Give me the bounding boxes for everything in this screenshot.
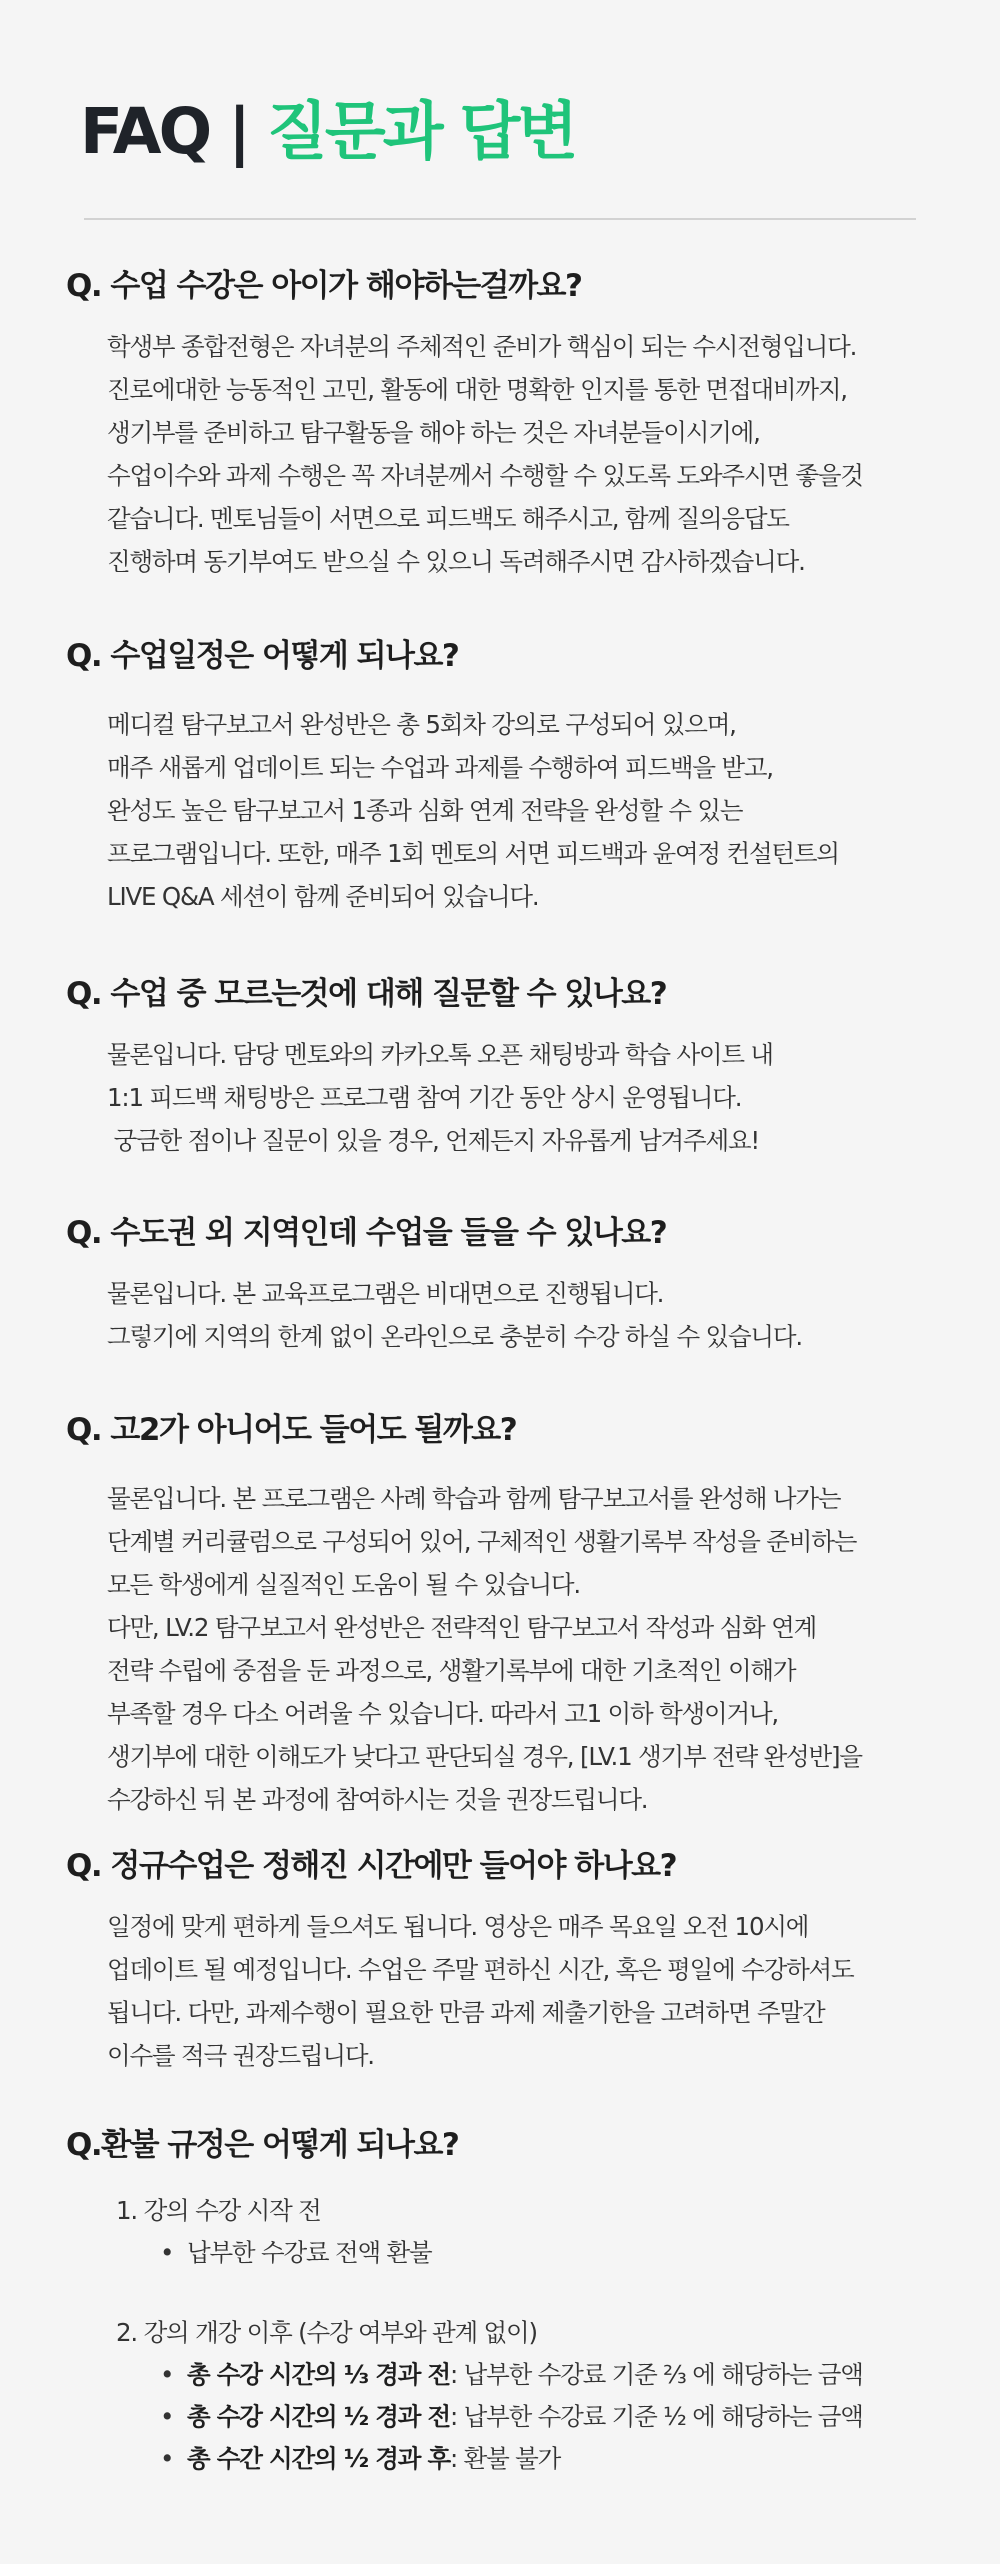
title-faq: FAQ	[80, 95, 210, 168]
answer-line: 이수를 적극 권장드립니다.	[107, 2041, 374, 2071]
refund-question: Q.환불 규정은 어떻게 되나요?	[66, 2127, 459, 2163]
faq-item	[66, 976, 966, 1162]
title-separator: |	[228, 95, 249, 168]
answer-line: 일정에 맞게 편하게 들으셔도 됩니다. 영상은 매주 목요일 오전 10시에	[107, 1912, 809, 1942]
answer-line: 프로그램입니다. 또한, 매주 1회 멘토의 서면 피드백과 윤여정 컨설턴트의	[107, 839, 839, 869]
refund-bullet	[160, 2232, 966, 2274]
refund-bullet	[160, 2438, 966, 2480]
answer-line: 업데이트 될 예정입니다. 수업은 주말 편하신 시간, 혹은 평일에 수강하셔도	[107, 1955, 854, 1985]
answer-line: 됩니다. 다만, 과제수행이 필요한 만큼 과제 제출기한을 고려하면 주말간	[107, 1998, 825, 2028]
faq-question: Q. 정규수업은 정해진 시간에만 들어야 하나요?	[66, 1848, 677, 1884]
refund-bullet-text: : 납부한 수강료 기준 ⅔ 에 해당하는 금액	[450, 2360, 863, 2390]
title-korean: 질문과 답변	[267, 95, 576, 168]
refund-step-label: 1. 강의 수강 시작 전	[116, 2196, 321, 2226]
page-title	[80, 95, 576, 168]
answer-line: 1:1 피드백 채팅방은 프로그램 참여 기간 동안 상시 운영됩니다.	[107, 1083, 742, 1113]
answer-line: 완성도 높은 탐구보고서 1종과 심화 연계 전략을 완성할 수 있는	[107, 796, 743, 826]
faq-item	[66, 1848, 966, 2077]
answer-line: 학생부 종합전형은 자녀분의 주체적인 준비가 핵심이 되는 수시전형입니다.	[107, 332, 857, 362]
answer-line: 물론입니다. 본 교육프로그램은 비대면으로 진행됩니다.	[107, 1279, 664, 1309]
answer-line: 물론입니다. 본 프로그램은 사례 학습과 함께 탐구보고서를 완성해 나가는	[107, 1484, 841, 1514]
page-header	[80, 95, 576, 168]
faq-item	[66, 1412, 966, 1821]
refund-bullet	[160, 2354, 966, 2396]
refund-bullet-text: 납부한 수강료 전액 환불	[187, 2238, 432, 2268]
faq-question: Q. 수도권 외 지역인데 수업을 들을 수 있나요?	[66, 1215, 667, 1251]
refund-bullet-text: : 납부한 수강료 기준 ½ 에 해당하는 금액	[450, 2402, 863, 2432]
refund-step-label: 2. 강의 개강 이후 (수강 여부와 관계 없이)	[116, 2318, 537, 2348]
faq-item	[66, 1215, 966, 1358]
answer-line: 진로에대한 능동적인 고민, 활동에 대한 명확한 인지를 통한 면접대비까지,	[107, 375, 847, 405]
faq-question: Q. 수업 중 모르는것에 대해 질문할 수 있나요?	[66, 976, 667, 1012]
faq-answer	[107, 1272, 966, 1358]
refund-step	[116, 2190, 966, 2274]
refund-bullets	[160, 2354, 966, 2480]
answer-line: 같습니다. 멘토님들이 서면으로 피드백도 해주시고, 함께 질의응답도	[107, 504, 789, 534]
refund-steps	[116, 2190, 966, 2480]
answer-line: 생기부에 대한 이해도가 낮다고 판단되실 경우, [LV.1 생기부 전략 완성반]을	[107, 1742, 862, 1772]
faq-question: Q. 수업일정은 어떻게 되나요?	[66, 638, 459, 674]
answer-line: 부족할 경우 다소 어려울 수 있습니다. 따라서 고1 이하 학생이거나,	[107, 1699, 778, 1729]
answer-line: 궁금한 점이나 질문이 있을 경우, 언제든지 자유롭게 남겨주세요!	[107, 1126, 760, 1156]
refund-section	[66, 2127, 966, 2480]
refund-bullet-bold: 총 수간 시간의 ½ 경과 후	[187, 2444, 451, 2474]
answer-line: 메디컬 탐구보고서 완성반은 총 5회차 강의로 구성되어 있으며,	[107, 710, 736, 740]
refund-bullet-text: : 환불 불가	[450, 2444, 561, 2474]
answer-line: 매주 새롭게 업데이트 되는 수업과 과제를 수행하여 피드백을 받고,	[107, 753, 773, 783]
faq-answer	[107, 1477, 966, 1821]
answer-line: 다만, LV.2 탐구보고서 완성반은 전략적인 탐구보고서 작성과 심화 연계	[107, 1613, 817, 1643]
answer-line: 모든 학생에게 실질적인 도움이 될 수 있습니다.	[107, 1570, 580, 1600]
answer-line: 단계별 커리큘럼으로 구성되어 있어, 구체적인 생활기록부 작성을 준비하는	[107, 1527, 857, 1557]
faq-question: Q. 고2가 아니어도 들어도 될까요?	[66, 1412, 517, 1448]
answer-line: 그렇기에 지역의 한계 없이 온라인으로 충분히 수강 하실 수 있습니다.	[107, 1322, 802, 1352]
answer-line: 수강하신 뒤 본 과정에 참여하시는 것을 권장드립니다.	[107, 1785, 648, 1815]
answer-line: 생기부를 준비하고 탐구활동을 해야 하는 것은 자녀분들이시기에,	[107, 418, 760, 448]
answer-line: 수업이수와 과제 수행은 꼭 자녀분께서 수행할 수 있도록 도와주시면 좋을것	[107, 461, 863, 491]
header-divider	[84, 218, 916, 220]
answer-line: 진행하며 동기부여도 받으실 수 있으니 독려해주시면 감사하겠습니다.	[107, 547, 805, 577]
refund-bullet-bold: 총 수강 시간의 ⅓ 경과 전	[187, 2360, 451, 2390]
answer-line: LIVE Q&A 세션이 함께 준비되어 있습니다.	[107, 882, 539, 912]
faq-question: Q. 수업 수강은 아이가 해야하는걸까요?	[66, 268, 582, 304]
faq-answer	[107, 1905, 966, 2077]
refund-bullets	[160, 2232, 966, 2274]
refund-bullet-bold: 총 수강 시간의 ½ 경과 전	[187, 2402, 451, 2432]
faq-answer	[107, 1033, 966, 1162]
answer-line: 물론입니다. 담당 멘토와의 카카오톡 오픈 채팅방과 학습 사이트 내	[107, 1040, 773, 1070]
faq-item	[66, 268, 966, 583]
faq-answer	[107, 703, 966, 918]
answer-line: 전략 수립에 중점을 둔 과정으로, 생활기록부에 대한 기초적인 이해가	[107, 1656, 796, 1686]
faq-answer	[107, 325, 966, 583]
refund-bullet	[160, 2396, 966, 2438]
refund-step	[116, 2312, 966, 2480]
faq-item	[66, 638, 966, 918]
